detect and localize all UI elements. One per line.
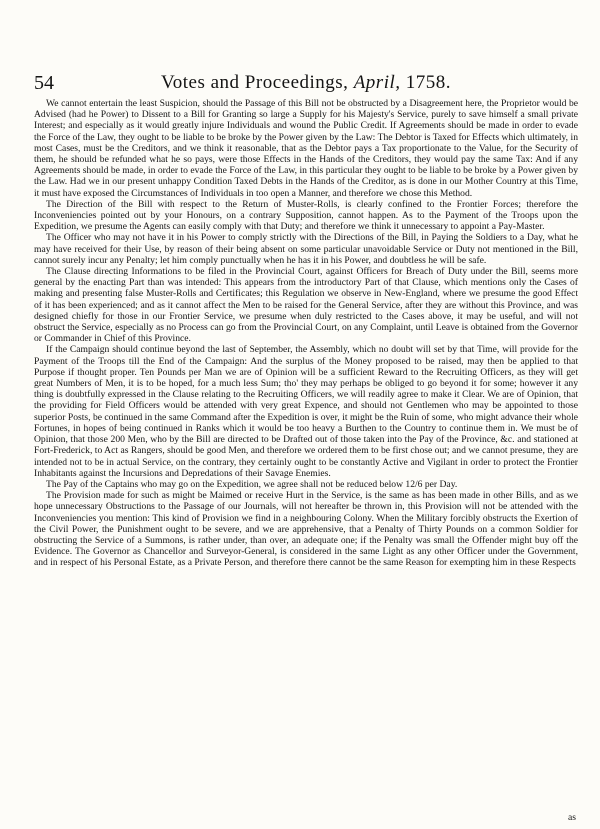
paragraph-7: The Provision made for such as might be Maimed or receive Hurt in the Service, is the same as has been made in other Bills, and as we hope unnecessary Obstructions to the Passage of our Journals, will not hereafter be thrown in, this Provision will not be attended with the Inconveniencies you mention: This kind of Provision we find in a neighbouring Colony. When the Military forcibly obstructs the Exertion of the Civil Power, the Punishment ought to be severe, and we are apprehensive, that a Penalty of Thirty Pounds on a common Soldier for obstructing the Service of a Summons, is rather under, than over, an adequate one; if the Penalty was small the Offender might buy off the Evidence. The Governor as Chancellor and Surveyor-General, is considered in the same Light as any other Officer under the Government, and in respect of his Personal Estate, as a Private Person, and therefore there cannot be the same Reason for exempting him in these Respects (34, 490, 578, 569)
paragraph-5: If the Campaign should continue beyond the last of September, the Assembly, which no doubt will set by that Time, will provide for the Payment of the Troops till the End of the Campaign: And the surplus of the Money proposed to be raised, may then be applied to that Purpose if thought proper. Ten Pounds per Man we are of Opinion will be a sufficient Reward to the Recruiting Officers, as they will get great Numbers of Men, it is to be hoped, for a much less Sum; tho' they may perhaps be obliged to go beyond it for some; however it any thing is doubtfully expressed in the Clause relating to the Recruiting Officers, we will readily agree to make it Clear. We are of Opinion, that the providing for Field Officers would be attended with very great Expence, and should not Gentlemen who may be appointed to those superior Posts, be continued in the same Command after the Expedition is over, it might be the Ruin of some, who might advance their whole Fortunes, in hopes of being continued in Ranks which it would be too heavy a Burthen to the Country to continue them in. We must be of Opinion, that those 200 Men, who by the Bill are directed to be Drafted out of those taken into the Pay of the Province, &c. and stationed at Fort-Frederick, to Act as Rangers, should be good Men, and therefore we ordered them to be first chose out; and we cannot presume, they are intended not to be in actual Service, on the contrary, they certainly ought to be constantly Active and Vigilant in order to protect the Frontier Inhabitants against the Incursions and Depredations of their Savage Enemies. (34, 344, 578, 479)
paragraph-1: We cannot entertain the least Suspicion, should the Passage of this Bill not be obstructed by a Disagreement here, the Proprietor would be Advised (had he Power) to Dissent to a Bill for Granting so large a Supply for his Majesty's Service, purely to save himself a small private Interest; and especially as it would greatly injure Individuals and wound the Public Credit. If Agreements should be made in order to evade the Force of the Law, they ought to be liable to be broke by the Power given by the Law: The Debtor is Taxed for Effects which ultimately, in most Cases, must be the Creditors, and we think it reasonable, that as the Debtor pays a Tax proportionate to the Value, for the Security of them, he should be refunded what he so pays, were those Effects in the Hands of the Creditors, they would pay the same Tax: And if any Agreements should be made, in order to evade the Force of the Law, in this particular they ought to be liable to be broke by a Power given by the Law. Had we in our present unhappy Condition Taxed Debts in the Hands of the Creditor, as is done in our Mother Country at this Time, it must have exposed the Circumstances of Individuals in too open a Manner, and therefore we chose this Method. (34, 98, 578, 199)
catchword: as (568, 812, 576, 823)
title-year: 1758. (405, 72, 451, 93)
paragraph-4: The Clause directing Informations to be filed in the Provincial Court, against Officers for Breach of Duty under the Bill, seems more general by the enacting Part than was intended: This appears from the introductory Part of that Clause, which mentions only the Cases of making and presenting false Muster-Rolls and Certificates; this Regulation we observe in New-England, where we presume the good Effect of it has been experienced; and as it cannot affect the Men to be raised for the General Service, after they are without this Province, and was designed chiefly for those in our Frontier Service, we presume when duly restricted to the Cases above, it may be useful, and will not obstruct the Service, especially as no Process can go from the Provincial Court, on any Complaint, until Leave is obtained from the Governor or Commander in Chief of this Province. (34, 266, 578, 345)
running-title (34, 72, 578, 94)
title-month: April, (353, 72, 401, 93)
body-text (34, 98, 578, 569)
paragraph-6: The Pay of the Captains who may go on the Expedition, we agree shall not be reduced below 12/6 per Day. (46, 478, 458, 490)
page-header (34, 72, 578, 98)
page-number: 54 (34, 72, 54, 94)
title-prefix: Votes and Proceedings, (161, 72, 349, 93)
paragraph-2: The Direction of the Bill with respect to the Return of Muster-Rolls, is clearly confined to the Frontier Forces; therefore the Inconveniencies pointed out by your Honours, on a contrary Supposition, cannot happen. As to the Payment of the Troops upon the Expedition, we presume the Agents can easily comply with that Duty; and therefore we think it unnecessary to appoint a Pay-Master. (34, 198, 578, 233)
paragraph-3: The Officer who may not have it in his Power to comply strictly with the Directions of the Bill, in Paying the Soldiers to a Day, what he may have received for their Use, by reason of their being absent on some particular unavoidable Service or Duty not mentioned in the Bill, cannot surely incur any Penalty; let him comply punctually when he has it in his Power, and doubtless he will be safe. (34, 232, 578, 266)
